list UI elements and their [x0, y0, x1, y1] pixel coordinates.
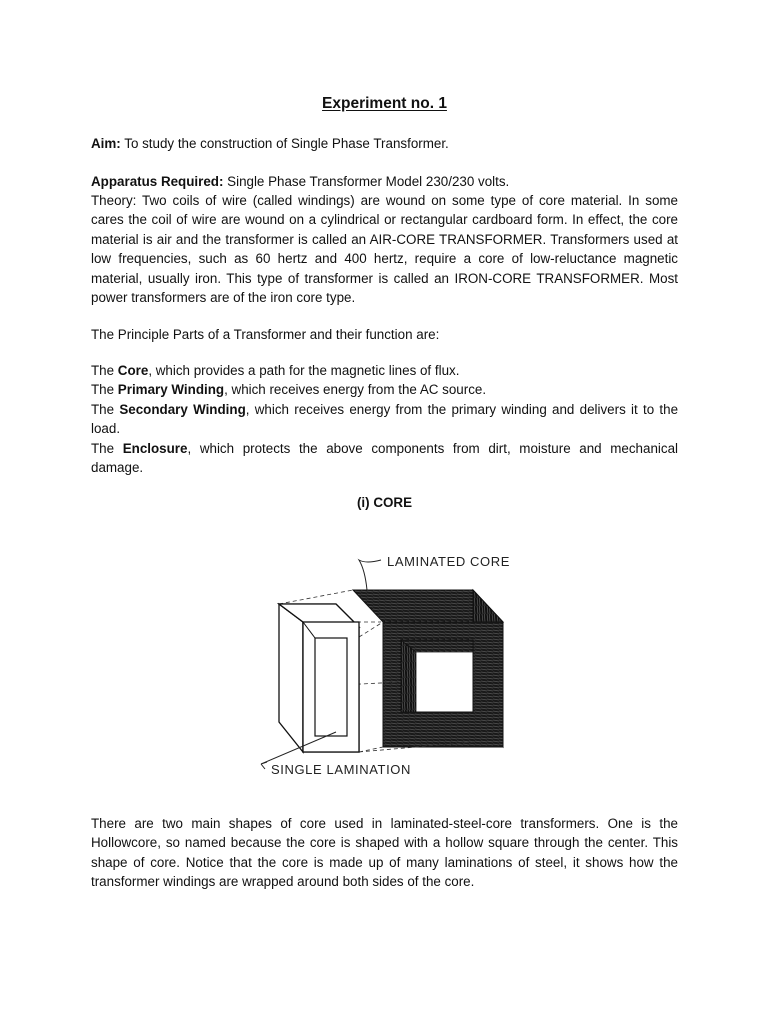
label-single-lamination: SINGLE LAMINATION	[271, 762, 411, 777]
label-laminated-core: LAMINATED CORE	[387, 554, 511, 569]
parts-intro: The Principle Parts of a Transformer and their function are:	[91, 327, 440, 342]
aim-label: Aim:	[91, 136, 121, 151]
core-pointer-line	[359, 560, 381, 590]
laminated-core-diagram	[241, 542, 541, 787]
closing-paragraph: There are two main shapes of core used in laminated-steel-core transformers. One is the Hollowcore, so named because the core is shaped with a hollow square through the center. This shape of core. Notice that the core is made up of many laminations of steel, it shows how the transformer windings are wrapped around both sides of the core.	[91, 816, 678, 890]
part-name: Primary Winding	[117, 382, 225, 398]
parts-list	[91, 361, 678, 477]
part-name: Enclosure	[122, 440, 188, 456]
part-item-enclosure: The Enclosure, which protects the above components from dirt, moisture and mechanical damage.	[91, 440, 678, 476]
part-item-secondary-winding: The Secondary Winding, which receives energy from the primary winding and delivers it to the load.	[91, 401, 679, 437]
aim-text: To study the construction of Single Phase Transformer.	[120, 136, 449, 151]
part-item-primary-winding: The Primary Winding, which receives energy from the AC source.	[91, 382, 487, 398]
apparatus-label: Apparatus Required:	[91, 174, 224, 189]
aim-line	[91, 134, 678, 153]
core-window-inner-left	[401, 640, 416, 712]
lamination-window	[315, 638, 347, 736]
theory-paragraph: Theory: Two coils of wire (called windings) are wound on some type of core material. In some cares the coil of wire are wound on a cylindrical or rectangular cardboard form. In effect, the core material is air and the transformer is called an AIR-CORE TRANSFORMER. Transformers used at low frequencies, such as 60 hertz and 400 hertz, require a core of low-reluctance magnetic material, usually iron. This type of transformer is called an IRON-CORE TRANSFORMER. Most power transformers are of the iron core type.	[91, 193, 678, 306]
apparatus-line	[91, 172, 678, 191]
part-name: Core	[117, 363, 149, 378]
document-title: Experiment no. 1	[322, 95, 447, 112]
lamination-edge	[279, 604, 303, 752]
laminated-core-figure	[241, 542, 541, 787]
part-name: Secondary Winding	[119, 401, 246, 417]
part-item-core: The Core, which provides a path for the magnetic lines of flux.	[91, 363, 460, 378]
apparatus-text: Single Phase Transformer Model 230/230 volts.	[223, 174, 510, 189]
section-heading-core: (i) CORE	[356, 495, 413, 510]
